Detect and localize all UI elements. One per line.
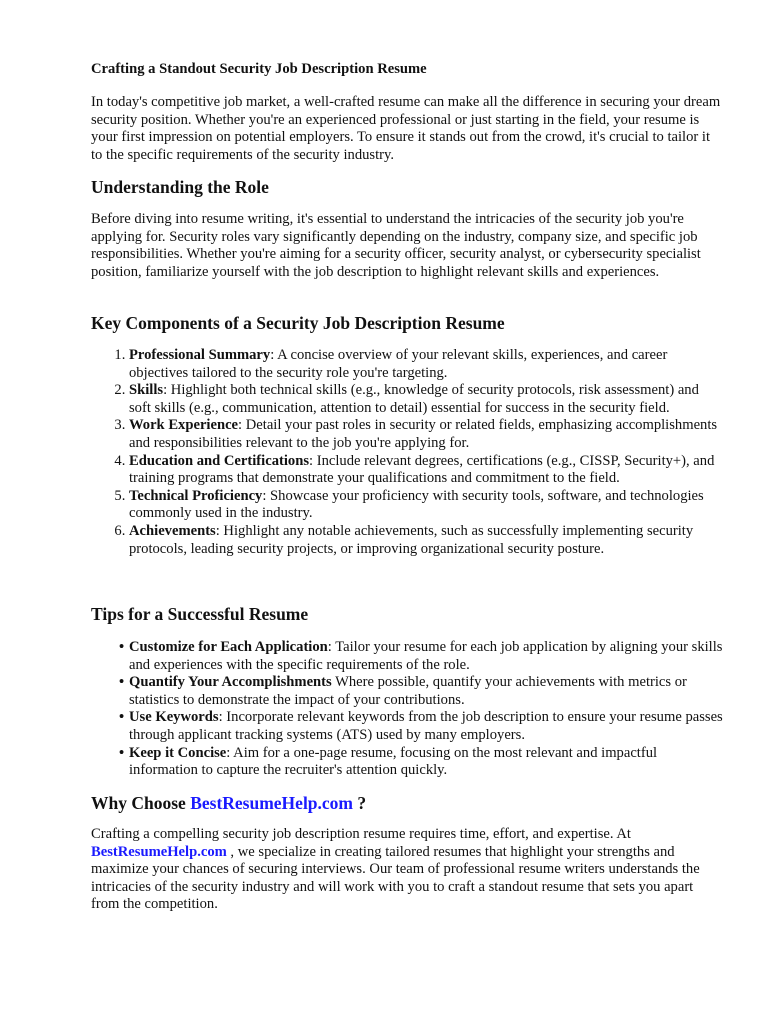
item-term: Use Keywords xyxy=(129,709,219,726)
list-item xyxy=(91,709,723,744)
heading-tips: Tips for a Successful Resume xyxy=(91,604,309,624)
list-item xyxy=(129,453,723,488)
heading-prefix: Why Choose xyxy=(91,793,191,813)
list-item xyxy=(129,382,723,417)
bestresumehelp-link[interactable]: BestResumeHelp.com xyxy=(91,843,227,860)
item-term: Education and Certifications xyxy=(129,452,309,469)
list-item xyxy=(129,417,723,452)
list-item xyxy=(91,639,723,674)
item-term: Keep it Concise xyxy=(129,744,227,761)
document-title: Crafting a Standout Security Job Description Resume xyxy=(91,61,427,77)
heading-key-components: Key Components of a Security Job Description Resume xyxy=(91,313,505,333)
item-term: Customize for Each Application xyxy=(129,639,328,655)
item-term: Skills xyxy=(129,382,164,399)
tips-list xyxy=(91,639,723,780)
item-term: Work Experience xyxy=(129,417,239,434)
list-item xyxy=(129,488,723,523)
list-item xyxy=(129,347,723,382)
item-text: : A concise overview of your relevant skills, experiences, and career objectives tailored to the security role you're targeting. xyxy=(129,347,668,381)
heading-why-choose xyxy=(91,793,366,813)
key-components-list xyxy=(91,347,723,558)
item-text: : Include relevant degrees, certifications (e.g., CISSP, Security+), and training programs that demonstrate your qualifications and commitment to the field. xyxy=(129,452,715,487)
bullet-icon: • xyxy=(119,674,125,691)
item-text: : Highlight both technical skills (e.g., knowledge of security protocols, risk assessment) and soft skills (e.g., communication, attention to detail) essential for success in the security field. xyxy=(129,382,699,416)
list-item xyxy=(129,523,723,558)
item-text: : Incorporate relevant keywords from the job description to ensure your resume passes through applicant tracking systems (ATS) used by many employers. xyxy=(129,709,723,743)
item-text: Where possible, quantify your achievements with metrics or statistics to demonstrate the impact of your contributions. xyxy=(129,674,687,708)
item-term: Technical Proficiency xyxy=(129,487,263,504)
item-term: Quantify Your Accomplishments xyxy=(129,674,332,691)
why-choose-paragraph xyxy=(91,826,723,914)
bullet-icon: • xyxy=(119,639,125,655)
item-term: Professional Summary xyxy=(129,347,271,363)
item-text: : Showcase your proficiency with security tools, software, and technologies commonly used in the industry. xyxy=(129,487,704,522)
heading-understanding-role: Understanding the Role xyxy=(91,177,269,197)
list-item xyxy=(91,674,723,709)
item-text: : Tailor your resume for each job application by aligning your skills and experiences with the specific requirements of the role. xyxy=(129,639,723,673)
paragraph-text: , we specialize in creating tailored resumes that highlight your strengths and maximize your chances of securing interviews. Our team of professional resume writers understands the intricacies of the security industry and will work with you to craft a standout resume that sets you apart from the competition. xyxy=(91,843,700,913)
item-text: : Aim for a one-page resume, focusing on the most relevant and impactful information to capture the recruiter's attention quickly. xyxy=(129,744,658,779)
intro-paragraph: In today's competitive job market, a well-crafted resume can make all the difference in securing your dream security position. Whether you're an experienced professional or just starting in the field, your resume is your first impression on potential employers. To ensure it stands out from the crowd, it's crucial to tailor it to the specific requirements of the security industry. xyxy=(91,94,721,163)
item-text: : Detail your past roles in security or related fields, emphasizing accomplishments and responsibilities relevant to the job you're applying for. xyxy=(129,417,718,451)
understanding-role-paragraph: Before diving into resume writing, it's essential to understand the intricacies of the security job you're applying for. Security roles vary significantly depending on the industry, company size, and specific job responsibilities. Whether you're aiming for a security officer, security analyst, or cybersecurity specialist position, familiarize yourself with the job description to highlight relevant skills and experiences. xyxy=(91,211,701,280)
bullet-icon: • xyxy=(119,744,125,761)
bullet-icon: • xyxy=(119,709,125,726)
list-item xyxy=(91,745,723,780)
heading-suffix: ? xyxy=(353,793,367,813)
paragraph-text: Crafting a compelling security job description resume requires time, effort, and expertise. At xyxy=(91,826,631,842)
item-text: : Highlight any notable achievements, such as successfully implementing security protocols, leading security projects, or improving organizational security posture. xyxy=(129,522,694,557)
item-term: Achievements xyxy=(129,522,216,539)
bestresumehelp-link[interactable]: BestResumeHelp.com xyxy=(190,793,354,813)
